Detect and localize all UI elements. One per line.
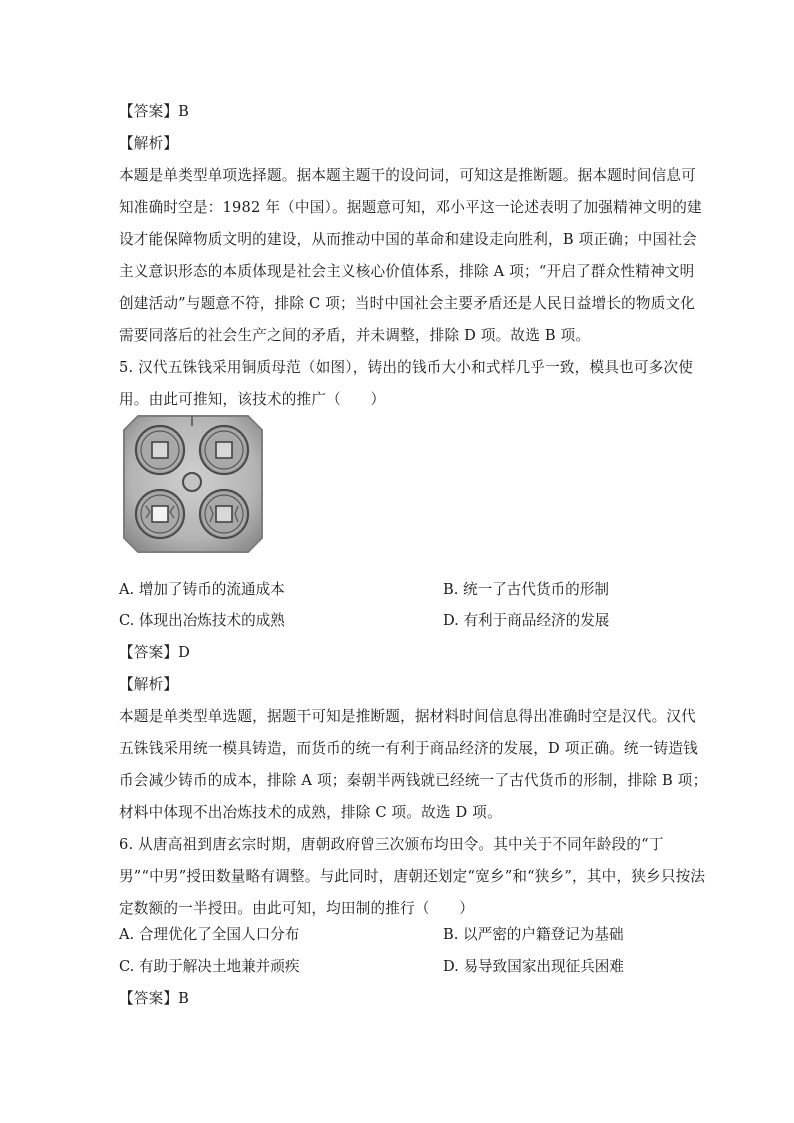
q6-option-c: C. 有助于解决土地兼并顽疾 (119, 958, 300, 975)
q6-stem-line: 男”“中男”授田数量略有调整。与此同时，唐朝还划定“宽乡”和“狭乡”，其中，狭乡只按法 (119, 868, 706, 885)
q4-analysis-line: 本题是单类型单项选择题。据本题主题干的设问词，可知这是推断题。据本题时间信息可 (119, 167, 696, 184)
q5-option-d: D. 有利于商品经济的发展 (443, 612, 610, 629)
q5-analysis-line: 材料中体现不出冶炼技术的成熟，排除 C 项。故选 D 项。 (119, 804, 502, 821)
q5-stem-line: 5. 汉代五铢钱采用铜质母范（如图），铸出的钱币大小和式样几乎一致，模具也可多次使 (119, 359, 694, 376)
q5-option-c: C. 体现出冶炼技术的成熟 (119, 612, 285, 629)
q5-analysis-line: 五铢钱采用统一模具铸造，而货币的统一有利于商品经济的发展，D 项正确。统一铸造钱 (119, 740, 698, 757)
q6-option-b: B. 以严密的户籍登记为基础 (443, 926, 624, 943)
coin-mould-image (122, 414, 264, 554)
q6-option-d: D. 易导致国家出现征兵困难 (443, 958, 624, 975)
q4-analysis-line: 设才能保障物质文明的建设，从而推动中国的革命和建设走向胜利，B 项正确；中国社会 (119, 231, 697, 248)
q5-analysis-line: 币会减少铸币的成本，排除 A 项；秦朝半两钱就已经统一了古代货币的形制，排除 B 项； (119, 772, 708, 789)
q4-analysis-line: 主义意识形态的本质体现是社会主义核心价值体系，排除 A 项；“开启了群众性精神文明 (119, 263, 695, 280)
q4-analysis-line: 知准确时空是：1982 年（中国）。据题意可知，邓小平这一论述表明了加强精神文明的建 (119, 199, 702, 216)
q4-analysis-label: 【解析】 (119, 135, 179, 152)
q4-analysis-line: 需要同落后的社会生产之间的矛盾，并未调整，排除 D 项。故选 B 项。 (119, 327, 591, 344)
q5-option-b: B. 统一了古代货币的形制 (443, 581, 609, 598)
q5-option-a: A. 增加了铸币的流通成本 (119, 581, 285, 598)
q6-stem-line: 6. 从唐高祖到唐玄宗时期，唐朝政府曾三次颁布均田令。其中关于不同年龄段的“丁 (119, 836, 664, 853)
q6-stem-line: 定数额的一半授田。由此可知，均田制的推行（ ） (119, 900, 475, 917)
q5-stem-line: 用。由此可推知，该技术的推广（ ） (119, 391, 386, 408)
q6-option-a: A. 合理优化了全国人口分布 (119, 926, 300, 943)
q5-answer: 【答案】D (119, 644, 191, 661)
q5-analysis-label: 【解析】 (119, 676, 179, 693)
coin-mould-drawing (122, 414, 264, 554)
q4-answer: 【答案】B (119, 103, 190, 120)
q5-analysis-line: 本题是单类型单选题，据题干可知是推断题，据材料时间信息得出准确时空是汉代。汉代 (119, 708, 696, 725)
q6-answer: 【答案】B (119, 990, 190, 1007)
q4-analysis-line: 创建活动”与题意不符，排除 C 项；当时中国社会主要矛盾还是人民日益增长的物质文化 (119, 295, 696, 312)
